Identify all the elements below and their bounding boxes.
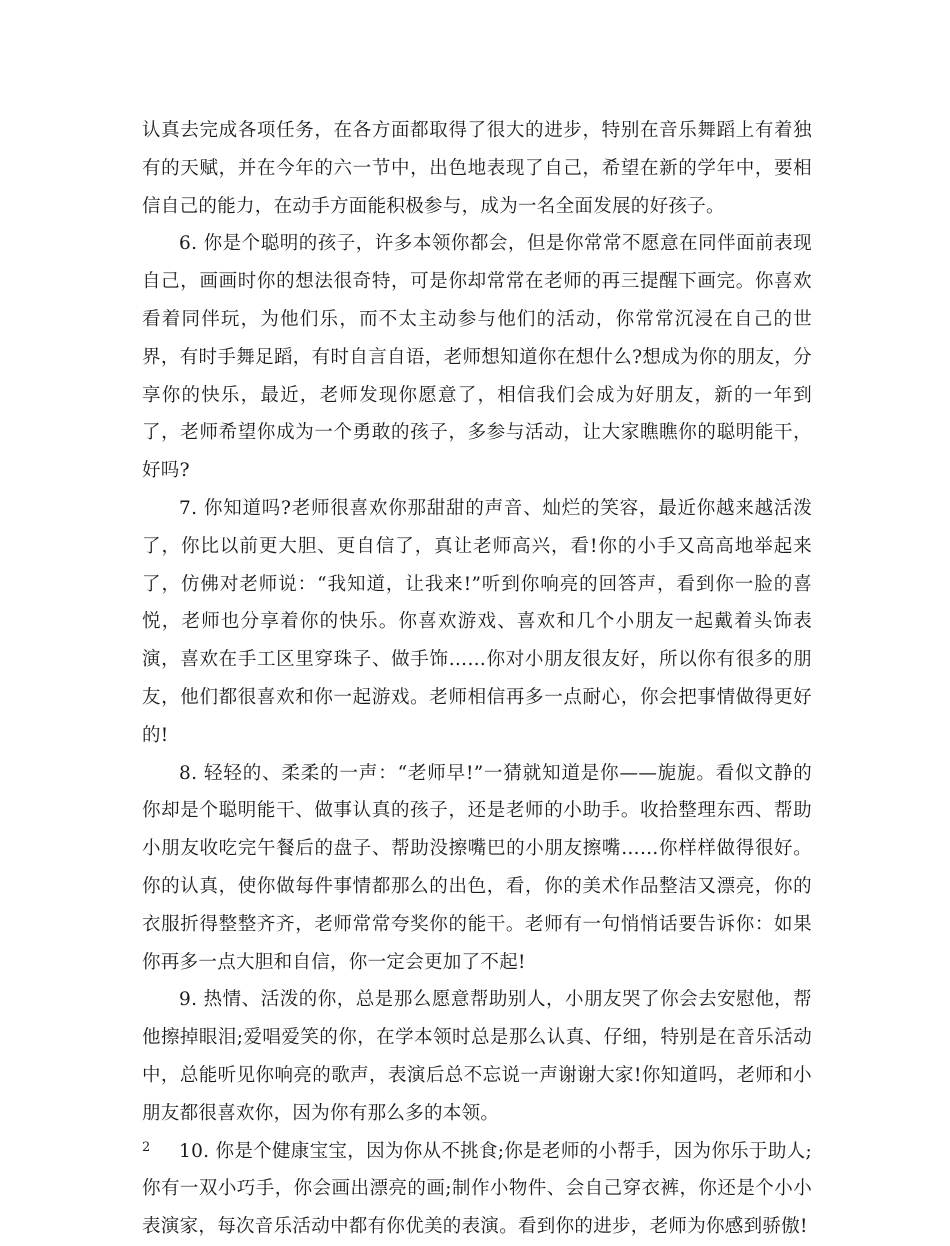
paragraph-item-10: 10. 你是个健康宝宝，因为你从不挑食;你是老师的小帮手，因为你乐于助人;你有一双小巧手，你会画出漂亮的画;制作小物件、会自己穿衣裤，你还是个小小表演家，每次音乐活动中都有你优美的表演。看到你的进步，老师为你感到骄傲! bbox=[142, 1140, 812, 1238]
document-body bbox=[142, 112, 812, 1246]
paragraph-item-8: 8. 轻轻的、柔柔的一声：“老师早!”一猜就知道是你——旎旎。看似文静的你却是个聪明能干、做事认真的孩子，还是老师的小助手。收拾整理东西、帮助小朋友收吃完午餐后的盘子、帮助没擦嘴巴的小朋友擦嘴……你样样做得很好。你的认真，使你做每件事情都那么的出色，看，你的美术作品整洁又漂亮，你的衣服折得整整齐齐，老师常常夸奖你的能干。老师有一句悄悄话要告诉你：如果你再多一点大胆和自信，你一定会更加了不起! bbox=[142, 762, 812, 973]
paragraph-item-7: 7. 你知道吗?老师很喜欢你那甜甜的声音、灿烂的笑容，最近你越来越活泼了，你比以前更大胆、更自信了，真让老师高兴，看!你的小手又高高地举起来了，仿佛对老师说：“我知道，让我来!”听到你响亮的回答声，看到你一脸的喜悦，老师也分享着你的快乐。你喜欢游戏、喜欢和几个小朋友一起戴着头饰表演，喜欢在手工区里穿珠子、做手饰……你对小朋友很友好，所以你有很多的朋友，他们都很喜欢和你一起游戏。老师相信再多一点耐心，你会把事情做得更好的! bbox=[142, 497, 812, 746]
page-number: 2 bbox=[142, 1140, 151, 1155]
paragraph-continuation: 认真去完成各项任务，在各方面都取得了很大的进步，特别在音乐舞蹈上有着独有的天赋，并在今年的六一节中，出色地表现了自己，希望在新的学年中，要相信自己的能力，在动手方面能积极参与，成为一名全面发展的好孩子。 bbox=[142, 120, 812, 217]
paragraph-item-9: 9. 热情、活泼的你，总是那么愿意帮助别人，小朋友哭了你会去安慰他，帮他擦掉眼泪;爱唱爱笑的你，在学本领时总是那么认真、仔细，特别是在音乐活动中，总能听见你响亮的歌声，表演后总不忘说一声谢谢大家!你知道吗，老师和小朋友都很喜欢你，因为你有那么多的本领。 bbox=[142, 989, 812, 1124]
paragraph-item-6: 6. 你是个聪明的孩子，许多本领你都会，但是你常常不愿意在同伴面前表现自己，画画时你的想法很奇特，可是你却常常在老师的再三提醒下画完。你喜欢看着同伴玩，为他们乐，而不太主动参与他们的活动，你常常沉浸在自己的世界，有时手舞足蹈，有时自言自语，老师想知道你在想什么?想成为你的朋友，分享你的快乐，最近，老师发现你愿意了，相信我们会成为好朋友，新的一年到了，老师希望你成为一个勇敢的孩子，多参与活动，让大家瞧瞧你的聪明能干，好吗? bbox=[142, 233, 812, 482]
